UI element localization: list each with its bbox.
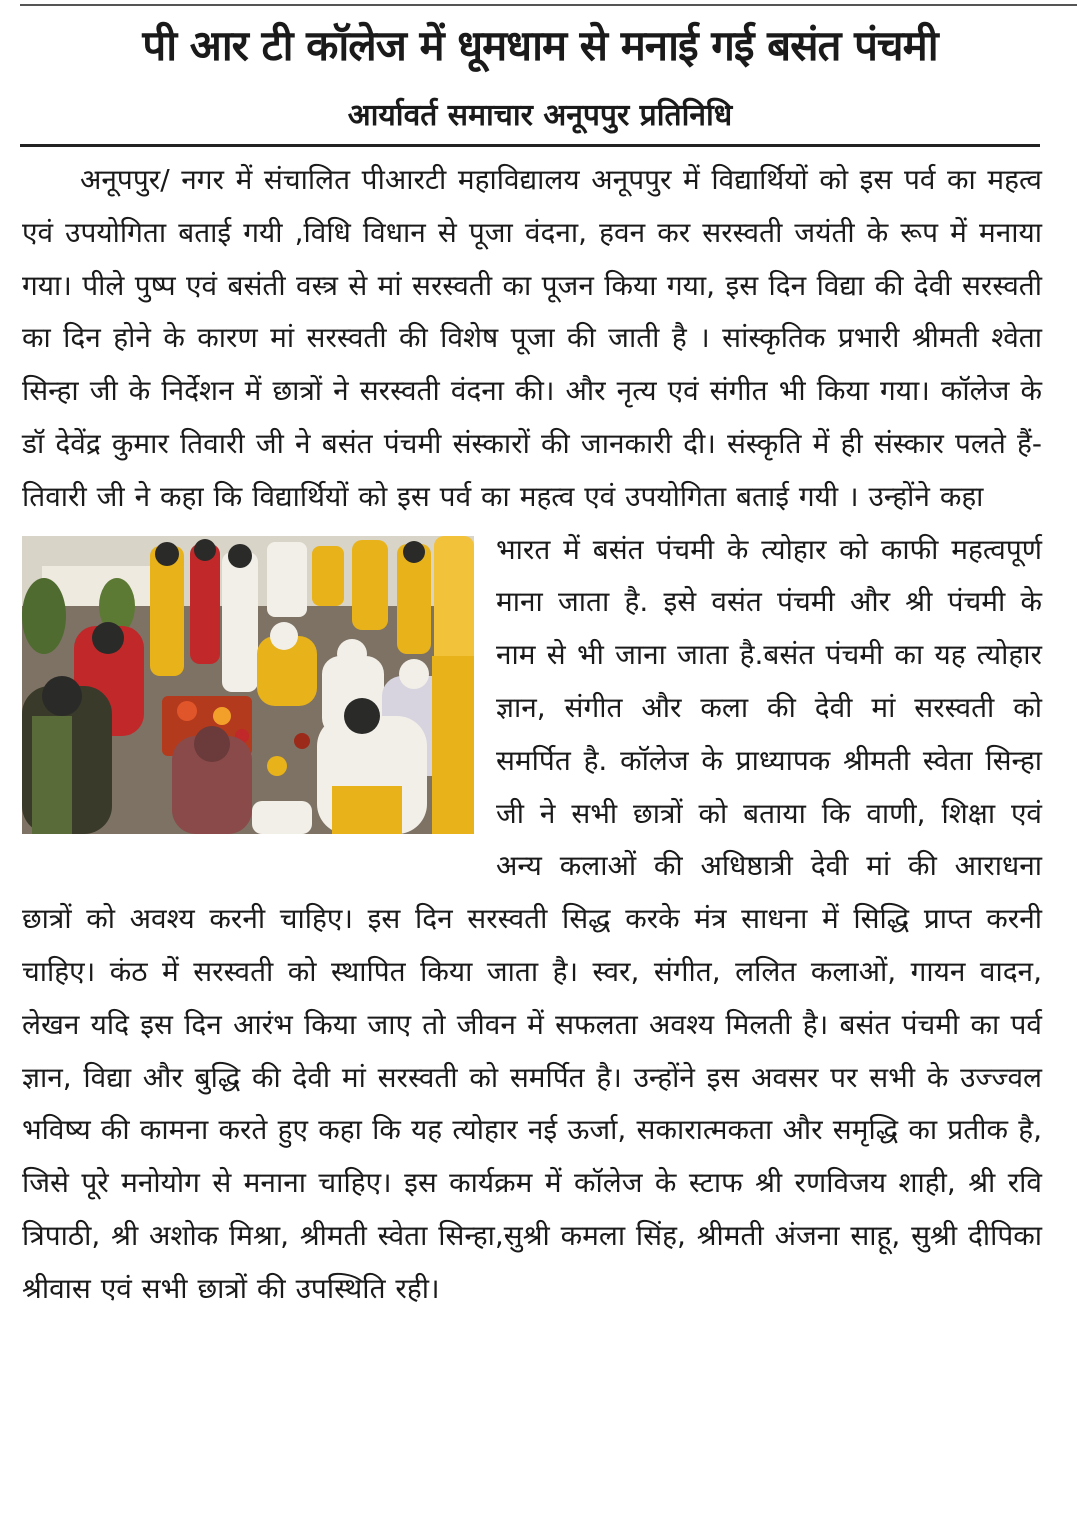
event-photo [22,536,474,834]
headline: पी आर टी कॉलेज में धूमधाम से मनाई गई बसंत पंचमी [142,21,938,70]
main-paragraph: भारत में बसंत पंचमी के त्योहार को काफी महत्वपूर्ण माना जाता है. इसे वसंत पंचमी और श्री पंचमी के नाम से भी जाना जाता है.बसंत पंचमी का यह त्योहार ज्ञान, संगीत और कला की देवी मां सरस्वती को समर्पित है. कॉलेज के प्राध्यापक श्रीमती स्वेता सिन्हा जी ने सभी छात्रों को बताया कि वाणी, शिक्षा एवं अन्य कलाओं की अधिष्ठात्री देवी मां की आराधना छात्रों को अवश्य करनी चाहिए। इस दिन सरस्वती सिद्ध करके मंत्र साधना में सिद्धि प्राप्त करनी चाहिए। कंठ में सरस्वती को स्थापित किया जाता है। स्वर, संगीत, ललित कलाओं, गायन वादन, लेखन यदि इस दिन आरंभ किया जाए तो जीवन में सफलता अवश्य मिलती है। बसंत पंचमी का पर्व ज्ञान, विद्या और बुद्धि की देवी मां सरस्वती को समर्पित है। उन्होंने इस अवसर पर सभी के उज्ज्वल भविष्य की कामना करते हुए कहा कि यह त्योहार नई ऊर्जा, सकारात्मकता और समृद्धि का प्रतीक है, जिसे पूरे मनोयोग से मनाना चाहिए। इस कार्यक्रम में कॉलेज के स्टाफ श्री रणविजय शाही, श्री रवि त्रिपाठी, श्री अशोक मिश्रा, श्रीमती स्वेता सिन्हा,सुश्री कमला सिंह, श्रीमती अंजना साहू, सुश्री दीपिका श्रीवास एवं सभी छात्रों की उपस्थिति रही। [22,532,1042,1305]
byline: आर्यावर्त समाचार अनूपपुर प्रतिनिधि [347,98,733,133]
lead-paragraph: अनूपपुर/ नगर में संचालित पीआरटी महाविद्यालय अनूपपुर में विद्यार्थियों को इस पर्व का महत्व एवं उपयोगिता बताई गयी ,विधि विधान से पूजा वंदना, हवन कर सरस्वती जयंती के रूप में मनाया गया। पीले पुष्प एवं बसंती वस्त्र से मां सरस्वती का पूजन किया गया, इस दिन विद्या की देवी सरस्वती का दिन होने के कारण मां सरस्वती की विशेष पूजा की जाती है । सांस्कृतिक प्रभारी श्रीमती श्वेता सिन्हा जी के निर्देशन में छात्रों ने सरस्वती वंदना की। और नृत्य एवं संगीत भी किया गया। कॉलेज के डॉ देवेंद्र कुमार तिवारी जी ने बसंत पंचमी संस्कारों की जानकारी दी। संस्कृति में ही संस्कार पलते हैं- तिवारी जी ने कहा कि विद्यार्थियों को इस पर्व का महत्व एवं उपयोगिता बताई गयी । उन्होंने कहा [22,163,1042,513]
article-body [22,154,1042,1526]
top-rule [20,4,1077,6]
byline-divider [20,144,1040,147]
basant-panchami-puja-photo [22,536,474,834]
